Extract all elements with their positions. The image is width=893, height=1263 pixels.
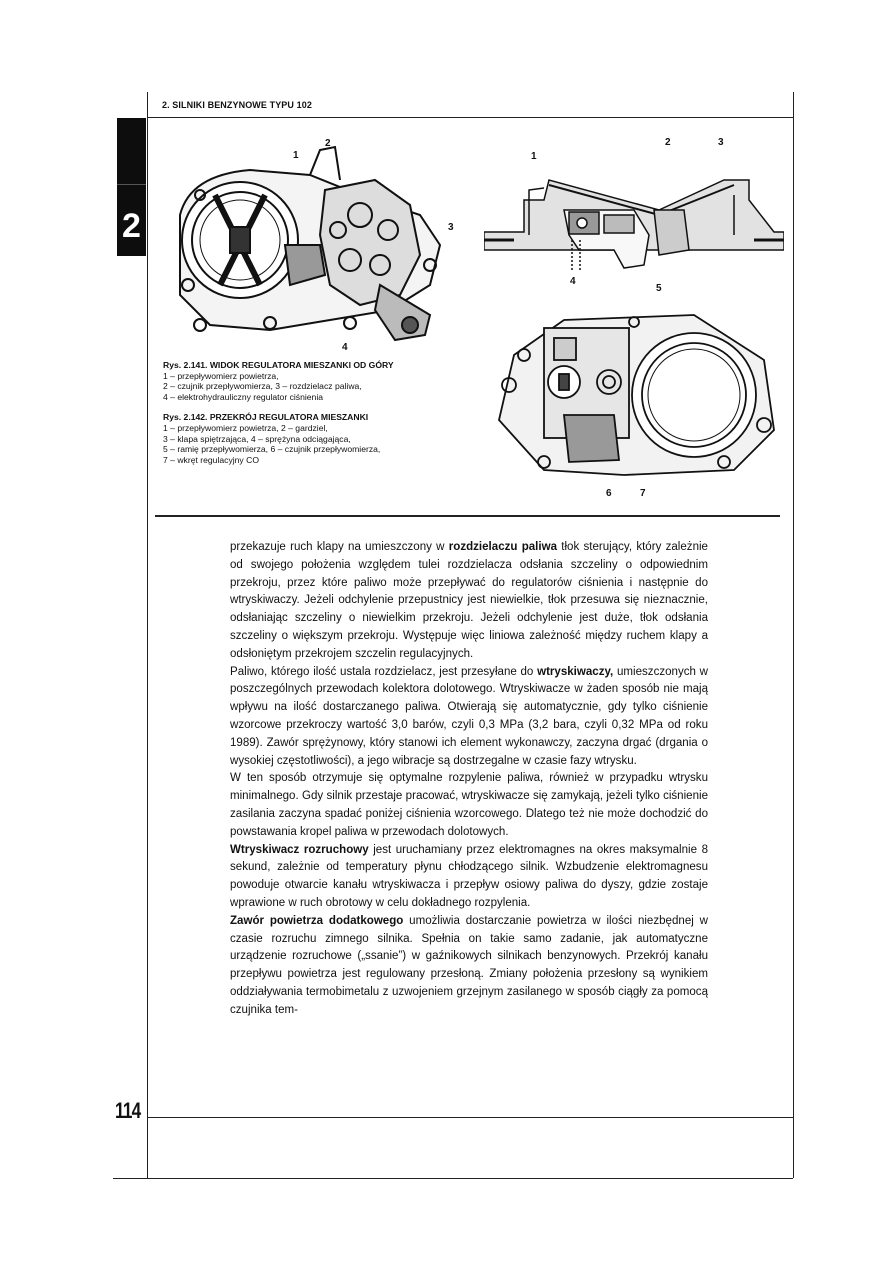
header-rule bbox=[147, 117, 793, 118]
fig141-callout-4: 4 bbox=[342, 342, 348, 353]
fig142-callout-1: 1 bbox=[531, 151, 537, 162]
fig141-callout-1: 1 bbox=[293, 150, 299, 161]
paragraph-text: jest uruchamiany przez elektromagnes na okres maksymalnie 8 sekund, zależnie od temperatury płynu chłodzącego silnik. Wzbudzenie elektromagnesu powoduje otwarcie kanału wtryskiwacza i przepływ osiowy paliwa do dyszy, gdzie zostaje wprawione w ruch obrotowy w celu dokładnego rozpylenia. bbox=[230, 843, 708, 909]
paragraph bbox=[230, 913, 708, 1020]
chapter-tab bbox=[117, 118, 146, 256]
paragraph-text: umożliwia dostarczanie powietrza w ilości niezbędnej w czasie rozruchu zimnego silnika. Spełnia on takie samo zadanie, jak automatyczne urządzenie rozruchowe („ssanie”) w gaźnikowych silnikach benzynowych. Przekrój kanału przepływu powietrza jest regulowany przesłoną. Zmiany położenia przesłony są wynikiem oddziaływania termobimetalu z uzwojeniem grzejnym zasilanego w sposób ciągły za pomocą czujnika tem- bbox=[230, 914, 708, 1016]
caption-fig141-line: 4 – elektrohydrauliczny regulator ciśnienia bbox=[163, 391, 324, 402]
term-wtryskiwacze: wtryskiwaczy, bbox=[537, 665, 614, 678]
paragraph-text: Paliwo, którego ilość ustala rozdzielacz, jest przesyłane do bbox=[230, 665, 538, 678]
fig142-callout-7: 7 bbox=[640, 488, 646, 499]
term-zawor-powietrza: Zawór powietrza dodatkowego bbox=[230, 914, 404, 927]
caption-fig141-title: Rys. 2.141. WIDOK REGULATORA MIESZANKI OD GÓRY bbox=[163, 360, 394, 370]
caption-fig141-line: 2 – czujnik przepływomierza, 3 – rozdzielacz paliwa, bbox=[163, 381, 362, 392]
page-frame-left bbox=[147, 92, 148, 1178]
fig142-callout-2: 2 bbox=[665, 137, 671, 148]
body-text bbox=[230, 539, 708, 1020]
caption-fig142-line: 5 – ramię przepływomierza, 6 – czujnik przepływomierza, bbox=[163, 444, 381, 455]
paragraph bbox=[230, 664, 708, 771]
figure-regulator-cross-section bbox=[484, 140, 784, 290]
paragraph-text: W ten sposób otrzymuje się optymalne rozpylenie paliwa, również w przypadku wtrysku minimalnego. Gdy silnik przestaje pracować, wtryskiwacze się zamykają, jeżeli tylko ciśnienie zasilania zaczyna spadać poniżej ciśnienia wzorcowego. Dlatego też nie może dochodzić do powstawania kropel paliwa w przewodach dolotowych. bbox=[230, 772, 708, 838]
chapter-number: 2 bbox=[122, 207, 141, 245]
page-number: 114 bbox=[115, 1098, 141, 1123]
chapter-tab-divider bbox=[117, 184, 146, 185]
paragraph-text: przekazuje ruch klapy na umieszczony w bbox=[230, 541, 449, 553]
paragraph bbox=[230, 842, 708, 913]
fig142-callout-3: 3 bbox=[718, 137, 724, 148]
footer-rule bbox=[147, 1117, 793, 1118]
figure-captions bbox=[163, 360, 473, 465]
fig141-callout-2: 2 bbox=[325, 138, 331, 149]
caption-fig142-line: 7 – wkręt regulacyjny CO bbox=[163, 454, 259, 465]
paragraph bbox=[230, 539, 708, 664]
paragraph-text: umieszczonych w poszczególnych przewodach kolektora dolotowego. Wtryskiwacze w żaden sposób nie mają wpływu na ilość dostarczanego paliwa. Otwierają się automatycznie, gdy tylko ciśnienie wzorcowe przekroczy wartość 3,0 barów, czyli 0,3 MPa (3,2 bara, czyli 0,32 MPa od roku 1989). Zawór sprężynowy, który stanowi ich element wykonawczy, zaczyna drgać (drgania o wysokiej częstotliwości), a jego wibracje są dostrzegalne w czasie fazy wtrysku. bbox=[230, 665, 708, 767]
caption-fig142-title: Rys. 2.142. PRZEKRÓJ REGULATORA MIESZANKI bbox=[163, 412, 369, 423]
paragraph bbox=[230, 770, 708, 841]
figure-regulator-plan-view bbox=[484, 300, 784, 485]
fig142-callout-5: 5 bbox=[656, 283, 662, 294]
term-wtryskiwacz-rozruchowy: Wtryskiwacz rozruchowy bbox=[230, 843, 369, 856]
caption-fig141-line: 1 – przepływomierz powietrza, bbox=[163, 370, 279, 381]
running-header: 2. SILNIKI BENZYNOWE TYPU 102 bbox=[162, 100, 312, 110]
fig141-callout-3: 3 bbox=[448, 222, 454, 233]
bottom-rule bbox=[113, 1178, 793, 1179]
caption-fig142-line: 1 – przepływomierz powietrza, 2 – gardziel, bbox=[163, 422, 328, 433]
fig142-callout-4: 4 bbox=[570, 276, 576, 287]
fig142-callout-6: 6 bbox=[606, 488, 612, 499]
paragraph-text: tłok sterujący, który zależnie od swojego położenia względem tulei rozdzielacza odsłania szczeliny o odpowiednim przekroju, przez które paliwo może przepływać do regulatorów ciśnienia i następnie do wtryskiwaczy. Jeżeli odchylenie przepustnicy jest niewielkie, tłok przesuwa się nieznacznie, odsłaniając szczeliny o niewielkim przekroju. Jeżeli odchylenie jest duże, tłok odsłania szczeliny o większym przekroju. Występuje więc liniowa zależność między ruchem klapy a odsłoniętym przekrojem szczelin regulacyjnych. bbox=[230, 541, 708, 660]
figure-rule bbox=[155, 515, 780, 517]
page-frame-right bbox=[793, 92, 794, 1178]
caption-fig142-line: 3 – klapa spiętrzająca, 4 – sprężyna odciągająca, bbox=[163, 433, 351, 444]
figure-regulator-top-view bbox=[160, 135, 470, 360]
term-rozdzielacz: rozdzielaczu paliwa bbox=[448, 541, 557, 553]
